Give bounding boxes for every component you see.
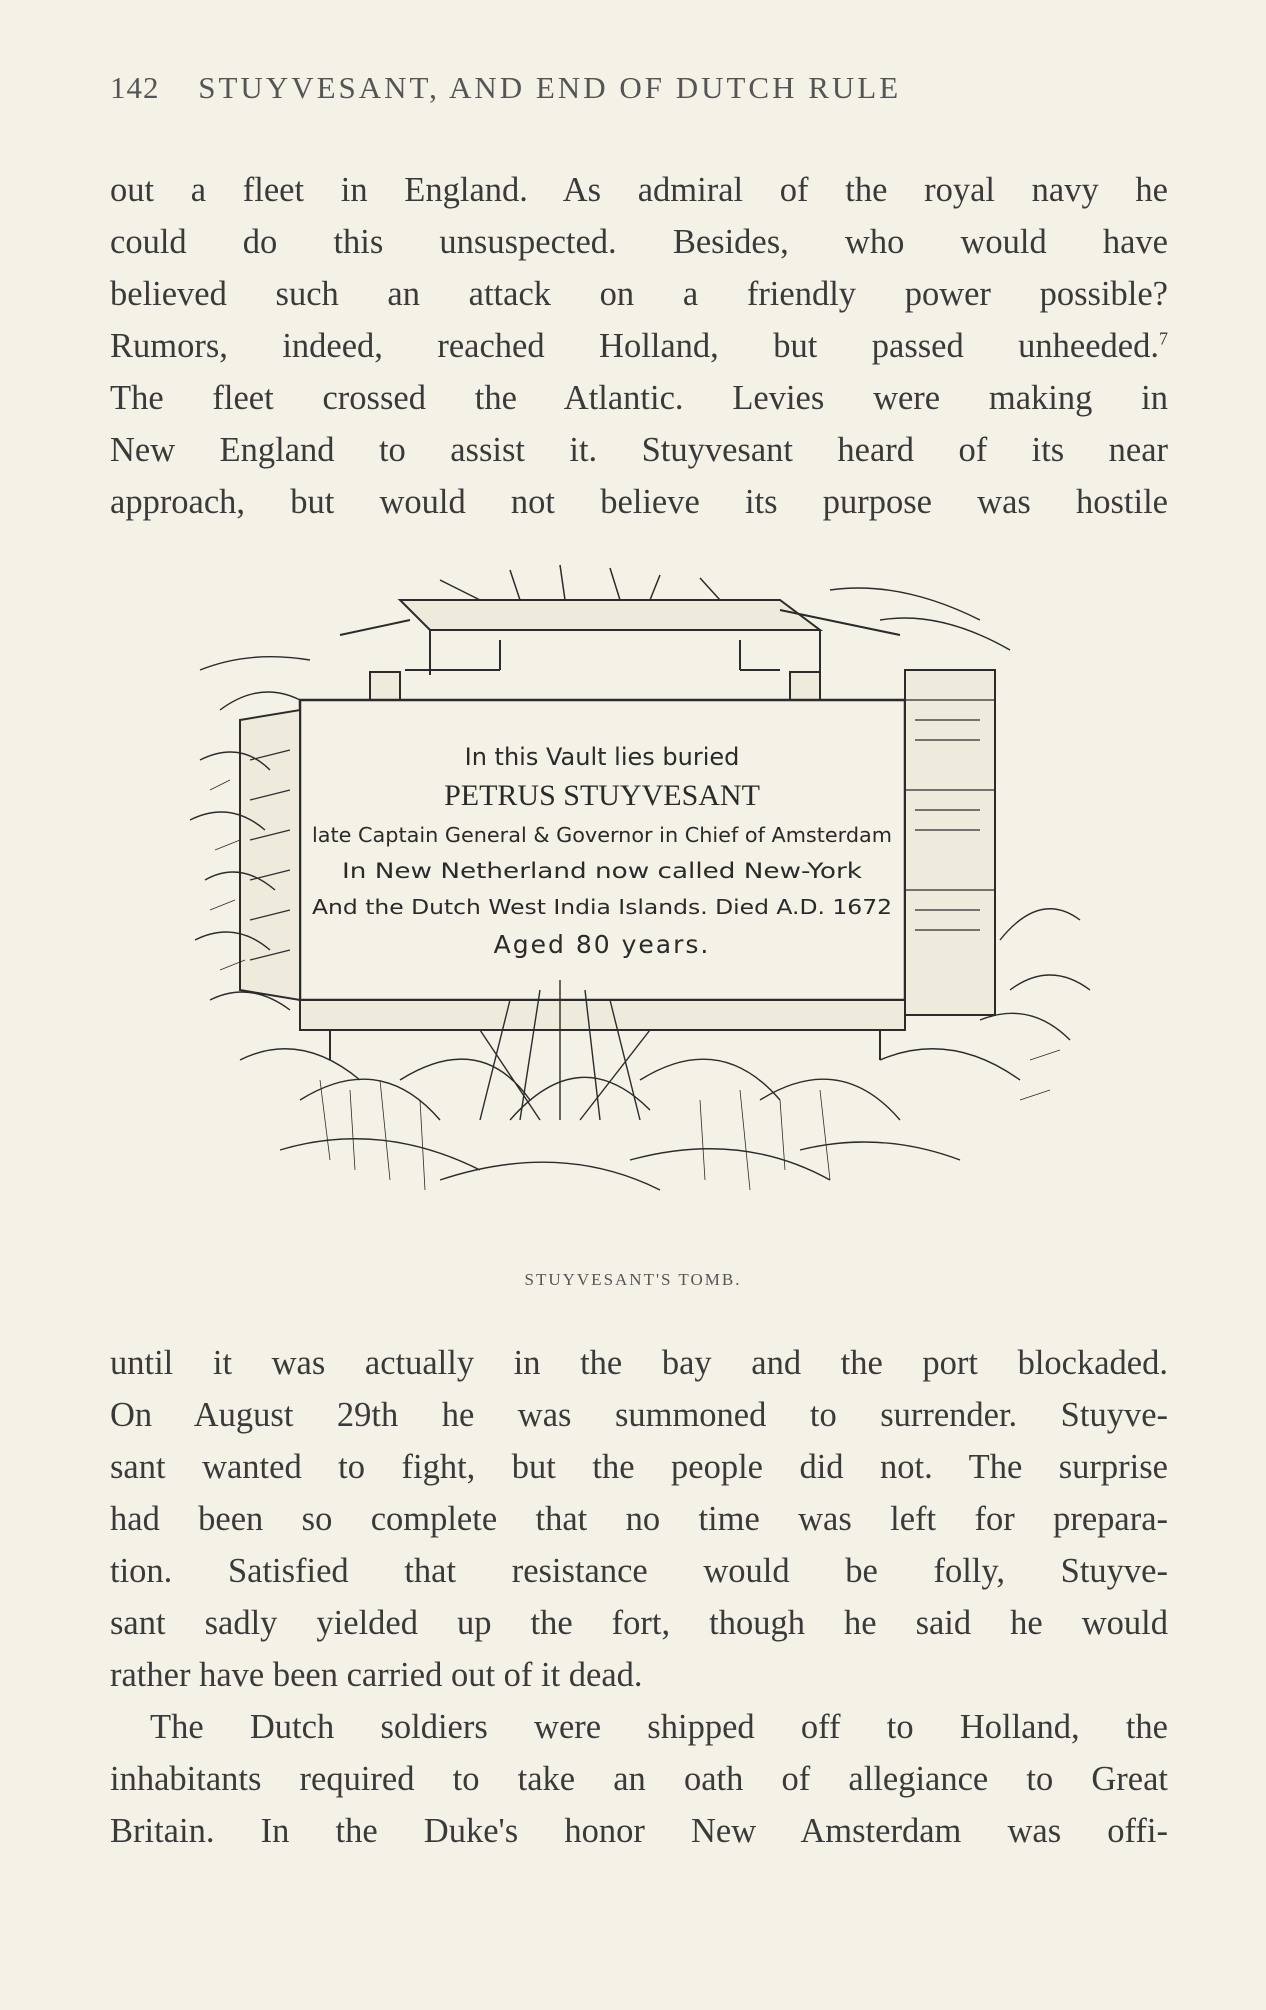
text-line: had been so complete that no time was left for prepara-	[110, 1500, 1168, 1538]
text-line: approach, but would not believe its purpose was hostile	[110, 483, 1168, 521]
inscription-line: late Captain General & Governor in Chief of Amsterdam	[312, 823, 892, 847]
text-line: Rumors, indeed, reached Holland, but passed unheeded.$^7$	[110, 327, 1168, 365]
inscription-line: PETRUS STUYVESANT	[444, 779, 760, 812]
text-line: The Dutch soldiers were shipped off to Holland, the	[150, 1708, 1168, 1746]
inscription-line: In this Vault lies buried	[464, 743, 740, 771]
tomb-illustration	[180, 560, 1100, 1250]
running-header	[110, 70, 1170, 106]
text-line: The fleet crossed the Atlantic. Levies were making in	[110, 379, 1168, 417]
text-line: believed such an attack on a friendly power possible?	[110, 275, 1168, 313]
paragraph-final	[110, 1701, 1168, 1857]
text-line: until it was actually in the bay and the port blockaded.	[110, 1344, 1168, 1382]
text-line: On August 29th he was summoned to surrender. Stuyve-	[110, 1396, 1168, 1434]
text-line: sant wanted to fight, but the people did not. The surprise	[110, 1448, 1168, 1486]
text-line: sant sadly yielded up the fort, though he said he would	[110, 1604, 1168, 1642]
inscription-line: Aged 80 years.	[493, 930, 711, 959]
page-number: 142	[110, 70, 160, 105]
text-line: inhabitants required to take an oath of allegiance to Great	[110, 1760, 1168, 1798]
footnote-marker: 7	[1159, 328, 1168, 349]
text-line: tion. Satisfied that resistance would be folly, Stuyve-	[110, 1552, 1168, 1590]
paragraph-after-illustration	[110, 1337, 1168, 1701]
text-line: out a fleet in England. As admiral of the royal navy he	[110, 171, 1168, 209]
inscription-line: And the Dutch West India Islands. Died A.D. 1672	[312, 895, 892, 919]
running-title: STUYVESANT, AND END OF DUTCH RULE	[198, 70, 902, 105]
text-line: rather have been carried out of it dead.	[110, 1656, 643, 1694]
text-line: could do this unsuspected. Besides, who would have	[110, 223, 1168, 261]
text-line: New England to assist it. Stuyvesant heard of its near	[110, 431, 1168, 469]
paragraph-before-illustration	[110, 164, 1168, 528]
illustration-caption: STUYVESANT'S TOMB.	[524, 1270, 742, 1289]
text-line: Britain. In the Duke's honor New Amsterdam was offi-	[110, 1812, 1168, 1850]
inscription-line: In New Netherland now called New-York	[342, 859, 864, 883]
